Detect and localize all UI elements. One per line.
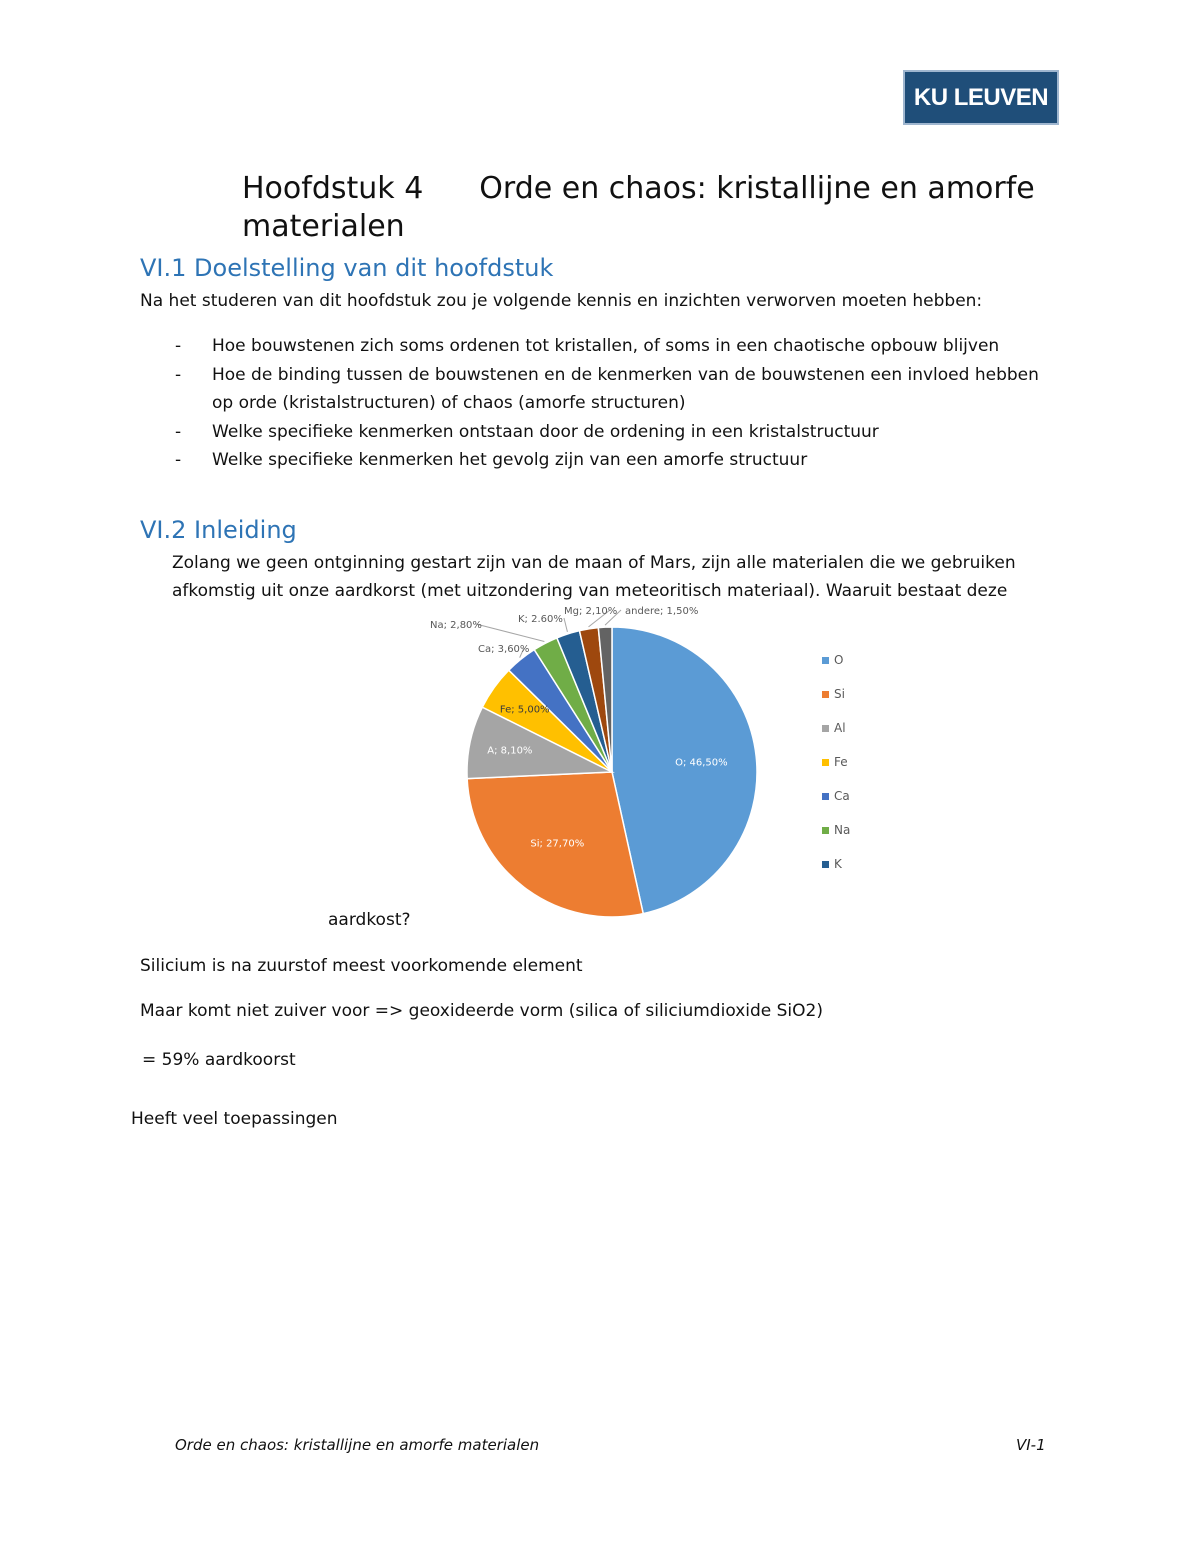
legend-label-o: O <box>834 653 844 667</box>
logo-text: KU LEUVEN <box>913 83 1049 111</box>
pie-label-mg: Mg; 2,10% <box>564 606 618 617</box>
legend-swatch-k <box>822 861 829 868</box>
chapter-name: Orde en chaos: kristallijne en amorfe materialen <box>242 171 1035 244</box>
list-item: - Hoe bouwstenen zich soms ordenen tot kristallen, of soms in een chaotische opbouw blijven <box>175 336 1000 356</box>
pie-label-na: Na; 2,80% <box>430 620 482 631</box>
list-item: - Welke specifieke kenmerken het gevolg zijn van een amorfe structuur <box>175 450 808 470</box>
chapter-title <box>242 170 1092 246</box>
section-heading-doelstelling: VI.1 Doelstelling van dit hoofdstuk <box>140 254 554 282</box>
legend-swatch-al <box>822 725 829 732</box>
footer-title: Orde en chaos: kristallijne en amorfe materialen <box>175 1436 540 1454</box>
leader-line-na <box>476 624 544 641</box>
percentage-line: = 59% aardkoorst <box>142 1050 296 1070</box>
intro-line-2: afkomstig uit onze aardkorst (met uitzondering van meteoritisch materiaal). Waaruit bestaat deze <box>172 581 1008 601</box>
legend-label-fe: Fe <box>834 755 848 769</box>
list-item: - Welke specifieke kenmerken ontstaan door de ordening in een kristalstructuur <box>175 421 879 442</box>
earth-crust-pie-chart <box>400 600 900 930</box>
pie-label-fe: Fe; 5,00% <box>499 704 550 716</box>
legend-label-na: Na <box>834 823 851 837</box>
legend-swatch-o <box>822 657 829 664</box>
legend-label-si: Si <box>834 687 845 701</box>
legend-label-al: Al <box>834 721 846 735</box>
leader-line-k <box>564 618 567 632</box>
intro-paragraph: Na het studeren van dit hoofdstuk zou je volgende kennis en inzichten verworven moeten hebben: <box>140 291 983 311</box>
intro-line-3: aardkost? <box>328 910 411 930</box>
legend-label-k: K <box>834 857 842 871</box>
section-heading-inleiding: VI.2 Inleiding <box>140 516 297 544</box>
intro-line-1: Zolang we geen ontginning gestart zijn van de maan of Mars, zijn alle materialen die we gebruiken <box>172 553 1016 573</box>
legend-swatch-fe <box>822 759 829 766</box>
legend-label-ca: Ca <box>834 789 850 803</box>
legend-swatch-si <box>822 691 829 698</box>
objectives-list <box>175 332 1055 475</box>
pie-label-k: K; 2.60% <box>518 614 563 625</box>
applications-line: Heeft veel toepassingen <box>131 1109 338 1129</box>
pie-label-al: A; 8,10% <box>487 745 533 757</box>
chapter-number: Hoofdstuk 4 <box>242 171 424 206</box>
list-item: - Hoe de binding tussen de bouwstenen en de kenmerken van de bouwstenen een invloed hebben op orde (kristalstructuren) of chaos (amorfe structuren) <box>175 364 1039 413</box>
pie-label-si: Si; 27,70% <box>530 838 585 850</box>
silicium-line: Silicium is na zuurstof meest voorkomende element <box>140 956 583 976</box>
oxide-line: Maar komt niet zuiver voor => geoxideerde vorm (silica of siliciumdioxide SiO2) <box>140 1001 823 1021</box>
pie-label-andere: andere; 1,50% <box>625 606 699 617</box>
ku-leuven-logo <box>903 70 1059 125</box>
legend-swatch-na <box>822 827 829 834</box>
pie-label-o: O; 46,50% <box>675 757 728 769</box>
pie-label-ca: Ca; 3,60% <box>478 644 530 655</box>
legend-swatch-ca <box>822 793 829 800</box>
page-number: VI-1 <box>1016 1436 1046 1454</box>
